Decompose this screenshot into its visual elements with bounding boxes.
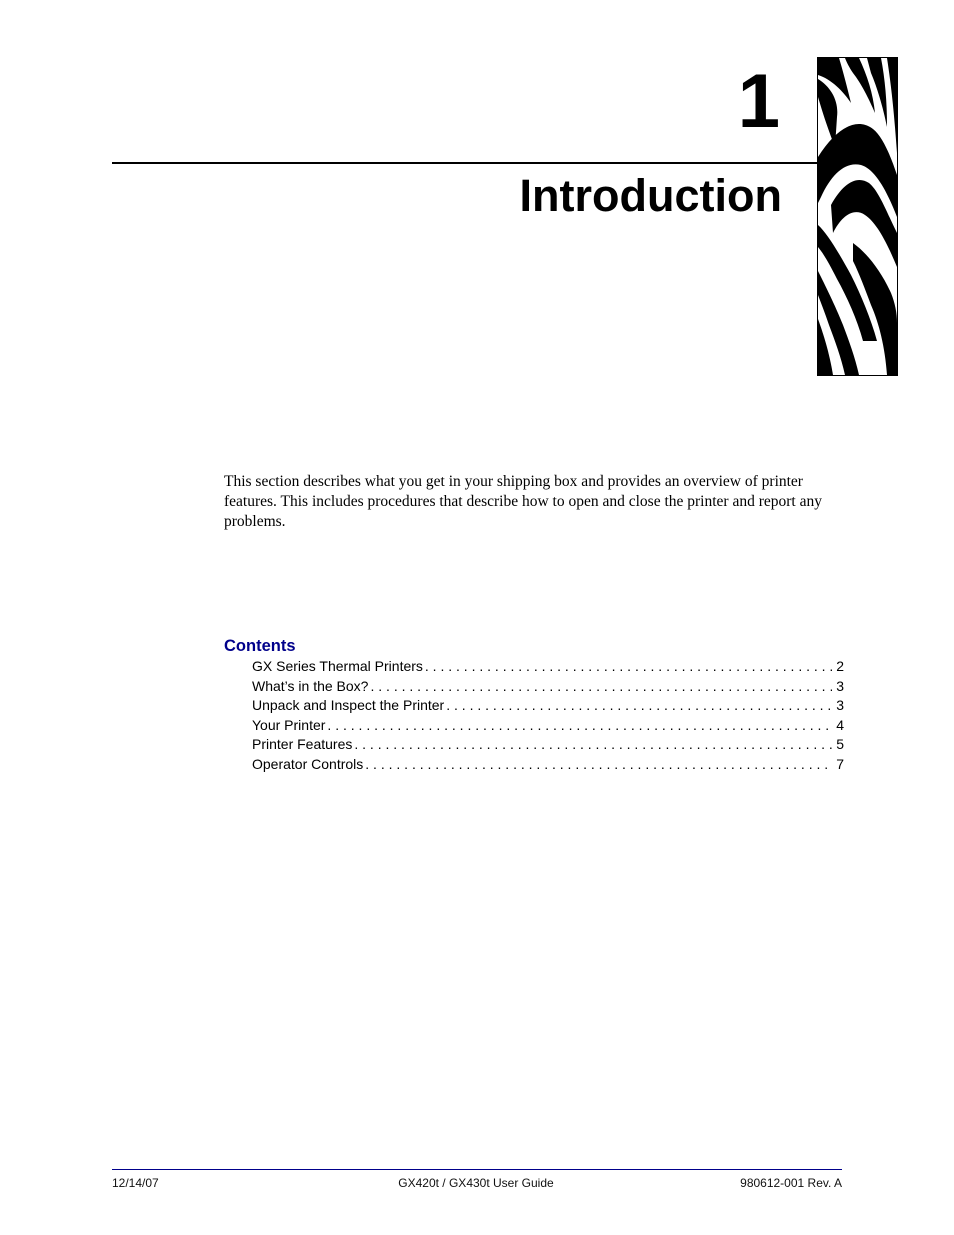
toc-item-title: Printer Features: [252, 736, 353, 753]
toc-item-title: What’s in the Box?: [252, 677, 369, 694]
toc-item-page: 7: [836, 755, 844, 772]
toc-item-page: 2: [836, 658, 844, 674]
toc-item-operator-controls[interactable]: [252, 755, 844, 775]
toc-dot-leader: [446, 696, 832, 716]
toc-item-page: 3: [836, 677, 844, 694]
toc-item-unpack-and-inspect[interactable]: [252, 696, 844, 716]
zebra-stripes-icon: [817, 57, 898, 376]
toc-list: [224, 657, 844, 775]
toc-dot-leader: [354, 735, 832, 755]
toc-item-whats-in-the-box[interactable]: [252, 677, 844, 697]
toc-item-your-printer[interactable]: [252, 716, 844, 736]
footer-divider: [112, 1169, 842, 1170]
footer-date: 12/14/07: [112, 1176, 159, 1190]
toc-item-page: 5: [836, 736, 844, 753]
chapter-title: Introduction: [519, 170, 782, 221]
footer-guide-title: GX420t / GX430t User Guide: [398, 1176, 554, 1190]
toc-dot-leader: [365, 755, 832, 775]
toc-item-title: Unpack and Inspect the Printer: [252, 697, 445, 714]
toc-dot-leader: [327, 716, 832, 736]
toc-item-title: GX Series Thermal Printers: [252, 658, 423, 674]
chapter-number: 1: [737, 59, 780, 144]
toc-dot-leader: [370, 677, 832, 697]
toc-item-page: 3: [836, 697, 844, 714]
table-of-contents: [224, 635, 844, 775]
toc-item-page: 4: [836, 716, 844, 733]
intro-paragraph: This section describes what you get in your shipping box and provides an overview of printer features. This includes procedures that describe how to open and close the printer and report any problems.: [224, 473, 822, 530]
contents-heading: Contents: [224, 637, 296, 655]
title-divider: [112, 162, 818, 164]
toc-item-title: Your Printer: [252, 716, 326, 733]
toc-item-printer-features[interactable]: [252, 735, 844, 755]
toc-item-title: Operator Controls: [252, 755, 364, 772]
toc-dot-leader: [425, 657, 832, 677]
toc-item-gx-series-thermal-printers[interactable]: [252, 657, 844, 677]
footer-revision: 980612-001 Rev. A: [740, 1176, 842, 1190]
